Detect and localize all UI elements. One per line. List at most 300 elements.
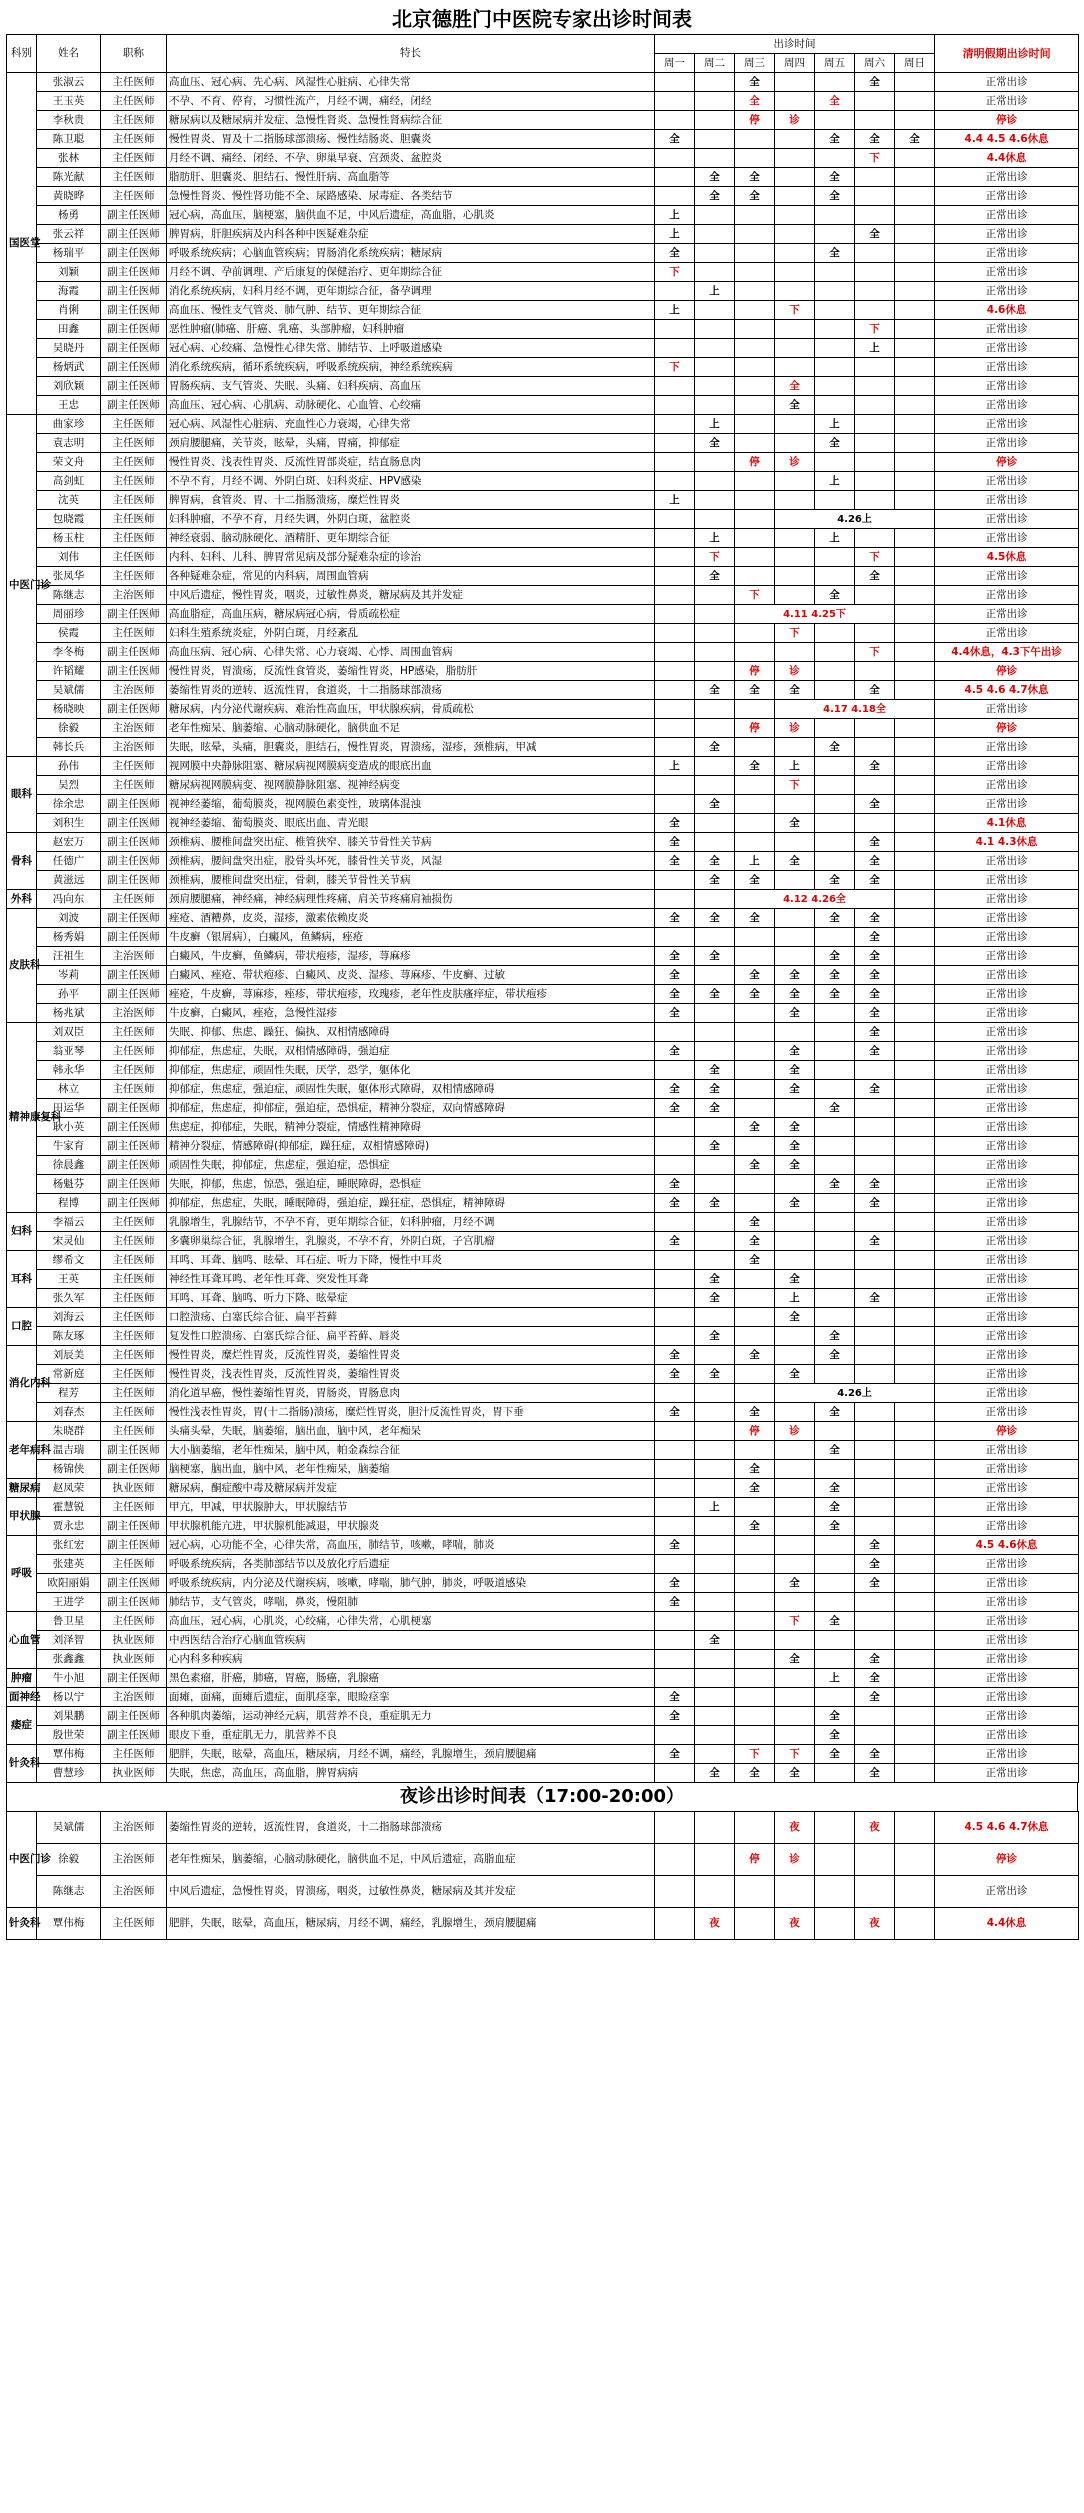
- doctor-title: 副主任医师: [101, 1175, 167, 1194]
- schedule-cell: [655, 719, 695, 738]
- holiday-note: 正常出诊: [935, 1289, 1079, 1308]
- schedule-cell: [695, 605, 735, 624]
- doctor-title: 主任医师: [101, 1555, 167, 1574]
- doctor-specialty: 心内科多种疾病: [167, 1650, 655, 1669]
- schedule-cell: [775, 1175, 815, 1194]
- table-row: [7, 909, 1079, 928]
- schedule-cell: [735, 833, 775, 852]
- doctor-specialty: 颈肩腰腿痛，关节炎，眩晕，头痛，胃痛，抑郁症: [167, 434, 655, 453]
- schedule-cell: [855, 1213, 895, 1232]
- doctor-specialty: 神经衰弱、脑动脉硬化、酒精肝、更年期综合征: [167, 529, 655, 548]
- schedule-cell: [735, 358, 775, 377]
- schedule-cell: 全: [855, 1080, 895, 1099]
- department-label: 口腔: [7, 1308, 37, 1346]
- night-schedule-table: [6, 1811, 1079, 1940]
- schedule-cell: [895, 643, 935, 662]
- schedule-cell: 全: [855, 225, 895, 244]
- schedule-cell: [695, 1536, 735, 1555]
- doctor-title: 主任医师: [101, 510, 167, 529]
- schedule-cell: [815, 624, 855, 643]
- schedule-cell: [655, 738, 695, 757]
- doctor-name: 徐毅: [37, 719, 101, 738]
- table-row: [7, 377, 1079, 396]
- doctor-name: 田鑫: [37, 320, 101, 339]
- doctor-name: 杨玉柱: [37, 529, 101, 548]
- holiday-note: 正常出诊: [935, 1555, 1079, 1574]
- schedule-cell: [895, 1327, 935, 1346]
- schedule-cell: 全: [735, 1118, 775, 1137]
- doctor-title: 主任医师: [101, 73, 167, 92]
- department-label: 外科: [7, 890, 37, 909]
- schedule-cell: [895, 415, 935, 434]
- table-row: [7, 168, 1079, 187]
- schedule-cell: 全: [775, 1042, 815, 1061]
- doctor-title: 主任医师: [101, 1498, 167, 1517]
- doctor-name: 李福云: [37, 1213, 101, 1232]
- schedule-cell: [895, 1441, 935, 1460]
- doctor-name: 刘辰美: [37, 1346, 101, 1365]
- schedule-cell: [775, 263, 815, 282]
- schedule-cell: [655, 1156, 695, 1175]
- doctor-specialty: 肺结节，支气管炎，哮喘，鼻炎，慢阻肺: [167, 1593, 655, 1612]
- holiday-note: 4.1休息: [935, 814, 1079, 833]
- schedule-cell: [815, 1536, 855, 1555]
- doctor-title: 副主任医师: [101, 985, 167, 1004]
- holiday-note: 正常出诊: [935, 985, 1079, 1004]
- schedule-cell: 下: [735, 586, 775, 605]
- table-row: [7, 1650, 1079, 1669]
- doctor-specialty: 痤疮，牛皮癣，荨麻疹，痤疹，带状疱疹，玫瑰疹，老年性皮肤瘙痒症，带状疱疹: [167, 985, 655, 1004]
- holiday-note: 正常出诊: [935, 1080, 1079, 1099]
- schedule-cell: [735, 130, 775, 149]
- doctor-specialty: 妇科肿瘤，不孕不育，月经失调，外阴白斑，盆腔炎: [167, 510, 655, 529]
- schedule-cell: [895, 1688, 935, 1707]
- doctor-title: 主任医师: [101, 187, 167, 206]
- schedule-cell: [735, 320, 775, 339]
- schedule-cell: [735, 1270, 775, 1289]
- doctor-title: 主任医师: [101, 1080, 167, 1099]
- doctor-name: 刘欣颖: [37, 377, 101, 396]
- schedule-cell: [655, 1137, 695, 1156]
- holiday-note: 正常出诊: [935, 1460, 1079, 1479]
- doctor-title: 副主任医师: [101, 282, 167, 301]
- table-row: [7, 453, 1079, 472]
- doctor-name: 刘波: [37, 909, 101, 928]
- table-row: [7, 1023, 1079, 1042]
- table-row: [7, 92, 1079, 111]
- doctor-title: 主治医师: [101, 1004, 167, 1023]
- holiday-note: 4.5 4.6休息: [935, 1536, 1079, 1555]
- doctor-name: 陈继志: [37, 586, 101, 605]
- schedule-cell: [895, 1118, 935, 1137]
- schedule-cell: [895, 225, 935, 244]
- holiday-note: 停诊: [935, 719, 1079, 738]
- doctor-title: 主任医师: [101, 453, 167, 472]
- schedule-cell: 上: [655, 301, 695, 320]
- schedule-cell: [695, 1023, 735, 1042]
- schedule-cell: [775, 491, 815, 510]
- schedule-cell: 全: [815, 244, 855, 263]
- schedule-cell: [855, 1517, 895, 1536]
- schedule-cell: 全: [655, 814, 695, 833]
- schedule-cell: 全: [655, 1536, 695, 1555]
- schedule-cell: [855, 1726, 895, 1745]
- doctor-name: 覃伟梅: [37, 1908, 101, 1940]
- schedule-cell: [775, 282, 815, 301]
- schedule-cell: 诊: [775, 662, 815, 681]
- doctor-name: 欧阳丽娟: [37, 1574, 101, 1593]
- doctor-title: 主任医师: [101, 1061, 167, 1080]
- schedule-cell: 全: [735, 1346, 775, 1365]
- department-label: 中医门诊: [7, 415, 37, 757]
- schedule-cell: [855, 1460, 895, 1479]
- schedule-cell: [655, 1764, 695, 1783]
- doctor-specialty: 抑郁症，焦虑症，抑郁症，强迫症，恐惧症，精神分裂症，双向情感障碍: [167, 1099, 655, 1118]
- header-day: 周五: [815, 54, 855, 73]
- doctor-name: 肖俐: [37, 301, 101, 320]
- doctor-title: 主任医师: [101, 1346, 167, 1365]
- holiday-note: 正常出诊: [935, 1612, 1079, 1631]
- schedule-cell: [655, 472, 695, 491]
- table-row: [7, 643, 1079, 662]
- doctor-specialty: 慢性胃炎，胃溃疡，反流性食管炎，萎缩性胃炎，HP感染，脂肪肝: [167, 662, 655, 681]
- schedule-cell: [655, 1441, 695, 1460]
- schedule-cell: [815, 282, 855, 301]
- schedule-cell: [815, 833, 855, 852]
- schedule-cell: [895, 1232, 935, 1251]
- schedule-cell: [895, 776, 935, 795]
- schedule-cell: [895, 282, 935, 301]
- doctor-specialty: 慢性胃炎，糜烂性胃炎，反流性胃炎，萎缩性胃炎: [167, 1346, 655, 1365]
- schedule-cell: 全: [655, 1346, 695, 1365]
- doctor-name: 刘双臣: [37, 1023, 101, 1042]
- doctor-title: 主任医师: [101, 1327, 167, 1346]
- schedule-cell: 全: [655, 947, 695, 966]
- schedule-cell: [695, 1707, 735, 1726]
- schedule-cell: 全: [815, 738, 855, 757]
- holiday-note: 正常出诊: [935, 890, 1079, 909]
- doctor-name: 王进学: [37, 1593, 101, 1612]
- schedule-cell: 全: [855, 909, 895, 928]
- schedule-cell: 4.11 4.25下: [735, 605, 895, 624]
- doctor-name: 海霞: [37, 282, 101, 301]
- header-specialty: 特长: [167, 35, 655, 73]
- schedule-cell: [855, 624, 895, 643]
- schedule-cell: [695, 1042, 735, 1061]
- schedule-cell: [655, 1555, 695, 1574]
- holiday-note: 正常出诊: [935, 928, 1079, 947]
- schedule-cell: 全: [775, 1308, 815, 1327]
- schedule-cell: [895, 548, 935, 567]
- doctor-specialty: 高血压、慢性支气管炎、肺气肿、结节、更年期综合征: [167, 301, 655, 320]
- schedule-cell: [655, 871, 695, 890]
- table-row: [7, 149, 1079, 168]
- schedule-cell: [735, 1365, 775, 1384]
- doctor-title: 副主任医师: [101, 396, 167, 415]
- doctor-name: 杨晓映: [37, 700, 101, 719]
- schedule-cell: 下: [855, 149, 895, 168]
- schedule-cell: [895, 320, 935, 339]
- schedule-cell: [735, 814, 775, 833]
- schedule-cell: 停: [735, 453, 775, 472]
- doctor-title: 主治医师: [101, 947, 167, 966]
- holiday-note: 4.5 4.6 4.7休息: [935, 681, 1079, 700]
- doctor-title: 主任医师: [101, 1422, 167, 1441]
- schedule-cell: [895, 586, 935, 605]
- schedule-cell: 全: [735, 1403, 775, 1422]
- holiday-note: 停诊: [935, 453, 1079, 472]
- schedule-cell: 全: [815, 871, 855, 890]
- department-label: 骨科: [7, 833, 37, 890]
- schedule-cell: [735, 1812, 775, 1844]
- schedule-cell: [895, 111, 935, 130]
- doctor-specialty: 不孕、不育、停育，习惯性流产，月经不调，痛经，闭经: [167, 92, 655, 111]
- schedule-cell: [735, 1876, 775, 1908]
- schedule-cell: [815, 1844, 855, 1876]
- schedule-cell: 全: [815, 434, 855, 453]
- schedule-cell: 全: [695, 985, 735, 1004]
- doctor-specialty: 急慢性肾炎、慢性肾功能不全、尿路感染、尿毒症、各类结节: [167, 187, 655, 206]
- schedule-cell: 上: [815, 472, 855, 491]
- table-row: [7, 966, 1079, 985]
- schedule-cell: [775, 795, 815, 814]
- doctor-specialty: 萎缩性胃炎的逆转，返流性胃，食道炎，十二指肠球部溃疡: [167, 1812, 655, 1844]
- schedule-cell: [775, 1403, 815, 1422]
- schedule-cell: [735, 1441, 775, 1460]
- schedule-cell: [855, 1612, 895, 1631]
- doctor-name: 杨以宁: [37, 1688, 101, 1707]
- schedule-cell: [735, 206, 775, 225]
- schedule-cell: 上: [655, 225, 695, 244]
- holiday-note: 正常出诊: [935, 1574, 1079, 1593]
- holiday-note: 正常出诊: [935, 624, 1079, 643]
- holiday-note: 正常出诊: [935, 1346, 1079, 1365]
- holiday-note: 停诊: [935, 1422, 1079, 1441]
- schedule-cell: [775, 339, 815, 358]
- schedule-cell: [735, 434, 775, 453]
- schedule-cell: 夜: [855, 1812, 895, 1844]
- holiday-note: 正常出诊: [935, 1631, 1079, 1650]
- schedule-cell: 夜: [775, 1908, 815, 1940]
- doctor-specialty: 颈肩腰腿痛，神经痛，神经病理性疼痛，肩关节疼痛肩袖损伤: [167, 890, 655, 909]
- schedule-cell: 下: [695, 548, 735, 567]
- schedule-cell: [895, 567, 935, 586]
- schedule-cell: [855, 1479, 895, 1498]
- schedule-cell: [655, 1384, 695, 1403]
- doctor-specialty: 肥胖，失眠，眩晕，高血压，糖尿病，月经不调，痛经，乳腺增生，颈肩腰腿痛: [167, 1745, 655, 1764]
- schedule-cell: [815, 73, 855, 92]
- schedule-cell: [735, 1612, 775, 1631]
- schedule-cell: [775, 1669, 815, 1688]
- doctor-name: 刘泽智: [37, 1631, 101, 1650]
- table-row: [7, 814, 1079, 833]
- schedule-cell: [735, 643, 775, 662]
- schedule-cell: [655, 700, 695, 719]
- schedule-cell: [815, 776, 855, 795]
- holiday-note: 正常出诊: [935, 738, 1079, 757]
- schedule-cell: [735, 263, 775, 282]
- holiday-note: 正常出诊: [935, 776, 1079, 795]
- doctor-name: 张林: [37, 149, 101, 168]
- doctor-specialty: 老年性痴呆、脑萎缩、心脑动脉硬化，脑供血不足: [167, 719, 655, 738]
- schedule-cell: 上: [775, 757, 815, 776]
- doctor-title: 执业医师: [101, 1479, 167, 1498]
- header-day: 周四: [775, 54, 815, 73]
- schedule-cell: 全: [655, 1593, 695, 1612]
- schedule-cell: [775, 244, 815, 263]
- doctor-name: 周丽珍: [37, 605, 101, 624]
- schedule-cell: [855, 1251, 895, 1270]
- doctor-name: 霍慧锐: [37, 1498, 101, 1517]
- schedule-cell: [655, 1612, 695, 1631]
- doctor-name: 沈英: [37, 491, 101, 510]
- schedule-cell: [655, 1023, 695, 1042]
- schedule-cell: [695, 1612, 735, 1631]
- doctor-name: 李秋贵: [37, 111, 101, 130]
- table-row: [7, 871, 1079, 890]
- schedule-cell: [655, 1061, 695, 1080]
- schedule-cell: [735, 1707, 775, 1726]
- schedule-cell: 诊: [775, 111, 815, 130]
- doctor-title: 执业医师: [101, 1650, 167, 1669]
- schedule-cell: [735, 624, 775, 643]
- table-row: [7, 301, 1079, 320]
- schedule-cell: 全: [815, 909, 855, 928]
- doctor-title: 主任医师: [101, 1308, 167, 1327]
- doctor-title: 主任医师: [101, 776, 167, 795]
- schedule-cell: [735, 1631, 775, 1650]
- schedule-cell: 全: [855, 567, 895, 586]
- schedule-cell: [775, 1555, 815, 1574]
- holiday-note: 正常出诊: [935, 1327, 1079, 1346]
- schedule-cell: 上: [695, 415, 735, 434]
- table-row: [7, 1270, 1079, 1289]
- schedule-cell: [895, 795, 935, 814]
- schedule-cell: [735, 1042, 775, 1061]
- table-row: [7, 1726, 1079, 1745]
- schedule-cell: [775, 1876, 815, 1908]
- schedule-cell: 停: [735, 1844, 775, 1876]
- table-row: [7, 244, 1079, 263]
- schedule-cell: [655, 377, 695, 396]
- doctor-name: 孙平: [37, 985, 101, 1004]
- schedule-cell: [855, 1327, 895, 1346]
- schedule-cell: [735, 1384, 775, 1403]
- doctor-specialty: 眼皮下垂，重症肌无力，肌营养不良: [167, 1726, 655, 1745]
- holiday-note: 正常出诊: [935, 396, 1079, 415]
- doctor-title: 主任医师: [101, 1232, 167, 1251]
- schedule-cell: [695, 1346, 735, 1365]
- doctor-specialty: 白癜风，牛皮癣，鱼鳞病，带状疱疹，湿疹，荨麻疹: [167, 947, 655, 966]
- schedule-cell: 全: [855, 1194, 895, 1213]
- doctor-name: 岑莉: [37, 966, 101, 985]
- schedule-cell: [815, 643, 855, 662]
- schedule-cell: 全: [855, 1042, 895, 1061]
- holiday-note: 正常出诊: [935, 852, 1079, 871]
- doctor-title: 主任医师: [101, 1023, 167, 1042]
- doctor-name: 鲁卫星: [37, 1612, 101, 1631]
- schedule-cell: [735, 776, 775, 795]
- schedule-cell: [695, 1479, 735, 1498]
- schedule-cell: [655, 1517, 695, 1536]
- doctor-name: 宋灵仙: [37, 1232, 101, 1251]
- table-row: [7, 1812, 1079, 1844]
- schedule-cell: [695, 1517, 735, 1536]
- schedule-cell: [855, 1631, 895, 1650]
- table-row: [7, 339, 1079, 358]
- doctor-title: 主治医师: [101, 1876, 167, 1908]
- holiday-note: 正常出诊: [935, 1023, 1079, 1042]
- schedule-cell: [695, 757, 735, 776]
- schedule-cell: 全: [695, 852, 735, 871]
- doctor-specialty: 妇科生殖系统炎症，外阴白斑，月经紊乱: [167, 624, 655, 643]
- table-row: [7, 320, 1079, 339]
- schedule-cell: 全: [775, 1365, 815, 1384]
- schedule-cell: 全: [855, 757, 895, 776]
- schedule-cell: [815, 567, 855, 586]
- holiday-note: 4.5 4.6 4.7休息: [935, 1812, 1079, 1844]
- holiday-note: 正常出诊: [935, 510, 1079, 529]
- schedule-cell: [775, 1327, 815, 1346]
- doctor-specialty: 甲亢，甲减，甲状腺肿大，甲状腺结节: [167, 1498, 655, 1517]
- doctor-specialty: 不孕不育，月经不调、外阴白斑、妇科炎症、HPV感染: [167, 472, 655, 491]
- schedule-cell: [695, 1156, 735, 1175]
- doctor-specialty: 抑郁症，焦虑症，顽固性失眠，厌学，恐学，躯体化: [167, 1061, 655, 1080]
- schedule-cell: [695, 1745, 735, 1764]
- table-row: [7, 624, 1079, 643]
- schedule-cell: [855, 244, 895, 263]
- schedule-cell: [695, 396, 735, 415]
- schedule-cell: 全: [815, 1498, 855, 1517]
- schedule-cell: 全: [855, 947, 895, 966]
- schedule-cell: [895, 1289, 935, 1308]
- schedule-cell: [895, 1812, 935, 1844]
- schedule-cell: [655, 567, 695, 586]
- doctor-title: 副主任医师: [101, 263, 167, 282]
- schedule-cell: [895, 1593, 935, 1612]
- schedule-cell: 诊: [775, 1422, 815, 1441]
- schedule-cell: 全: [855, 1555, 895, 1574]
- schedule-cell: [895, 1669, 935, 1688]
- schedule-cell: 下: [855, 320, 895, 339]
- doctor-title: 主任医师: [101, 890, 167, 909]
- schedule-cell: [815, 358, 855, 377]
- schedule-cell: [655, 168, 695, 187]
- schedule-cell: 全: [855, 1650, 895, 1669]
- doctor-specialty: 肥胖，失眠，眩晕，高血压，糖尿病，月经不调，痛经，乳腺增生，颈肩腰腿痛: [167, 1908, 655, 1940]
- doctor-title: 副主任医师: [101, 1460, 167, 1479]
- schedule-cell: 全: [655, 985, 695, 1004]
- doctor-name: 荣文舟: [37, 453, 101, 472]
- schedule-cell: [775, 415, 815, 434]
- schedule-cell: [895, 529, 935, 548]
- doctor-specialty: 消化系统疾病，循环系统疾病，呼吸系统疾病，神经系统疾病: [167, 358, 655, 377]
- doctor-specialty: 面瘫，面痛，面瘫后遗症，面肌痉挛，眼睑痉挛: [167, 1688, 655, 1707]
- doctor-title: 主任医师: [101, 1745, 167, 1764]
- table-row: [7, 1876, 1079, 1908]
- table-row: [7, 529, 1079, 548]
- schedule-cell: [895, 1156, 935, 1175]
- table-row: [7, 681, 1079, 700]
- schedule-cell: [735, 1536, 775, 1555]
- schedule-cell: [775, 149, 815, 168]
- holiday-note: 正常出诊: [935, 1213, 1079, 1232]
- doctor-name: 韩长兵: [37, 738, 101, 757]
- schedule-cell: [855, 1346, 895, 1365]
- schedule-cell: 全: [855, 1232, 895, 1251]
- doctor-title: 副主任医师: [101, 1669, 167, 1688]
- schedule-cell: [655, 1498, 695, 1517]
